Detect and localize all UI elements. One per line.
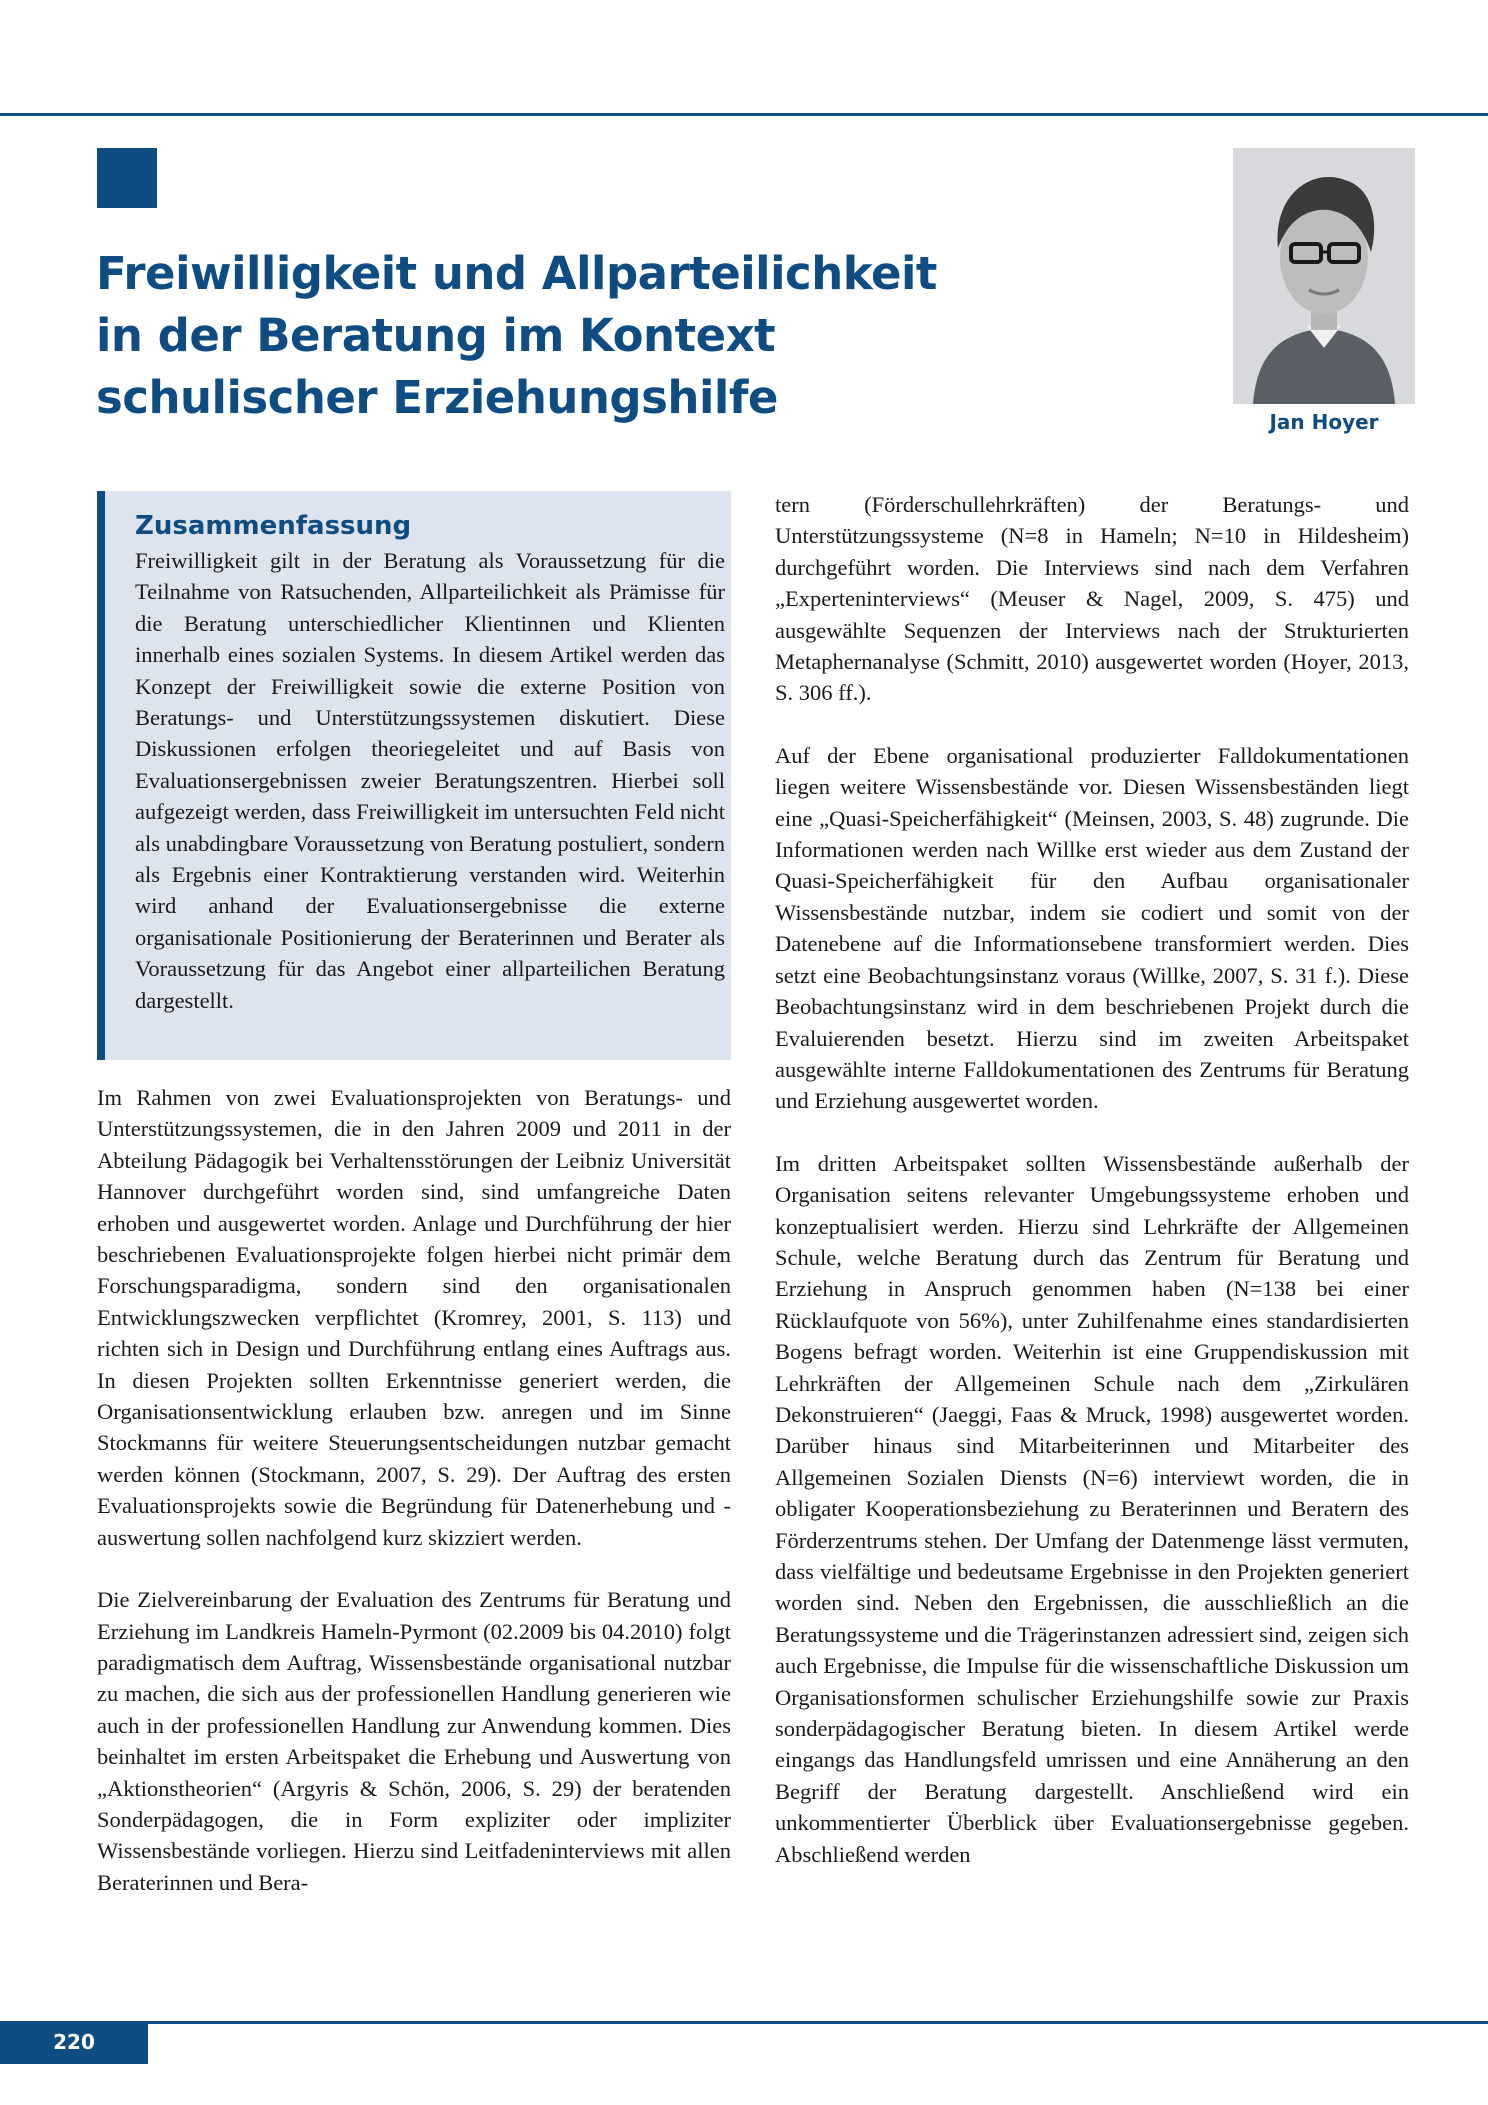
title-line: in der Beratung im Kontext bbox=[96, 309, 776, 362]
author-portrait-icon bbox=[1233, 148, 1415, 404]
right-column bbox=[775, 489, 1409, 1901]
author-photo bbox=[1233, 148, 1415, 404]
bottom-rule bbox=[0, 2021, 1488, 2024]
title-line: schulischer Erziehungshilfe bbox=[96, 371, 778, 424]
author-name: Jan Hoyer bbox=[1269, 410, 1379, 434]
page-number: 220 bbox=[0, 2021, 148, 2064]
body-paragraph: Im dritten Arbeitspaket sollten Wissensbestände außerhalb der Organisation seitens relevanter Umgebungssysteme erhoben und konzeptualisiert werden. Hierzu sind Lehrkräfte der Allgemeinen Schule, welche Beratung durch das Zentrum für Beratung und Erziehung in Anspruch genommen haben (N=138 bei einer Rücklaufquote von 56%), unter Zuhilfenahme eines standardisierten Bogens befragt worden. Weiterhin ist eine Gruppendiskussion mit Lehrkräften der Allgemeinen Schule nach dem „Zirkulären Dekonstruieren“ (Jaeggi, Faas & Mruck, 1998) ausgewertet worden. Darüber hinaus sind Mitarbeiterinnen und Mitarbeiter des Allgemeinen Sozialen Diensts (N=6) interviewt worden, die in obligater Kooperationsbeziehung zu Beraterinnen und Beratern des Förderzentrums stehen. Der Umfang der Datenmenge lässt vermuten, dass vielfältige und bedeutsame Ergebnisse in den Projekten generiert worden sind. Neben den Ergebnissen, die ausschließlich an die Beratungssysteme und die Trägerinstanzen adressiert sind, zeigen sich auch Ergebnisse, die Impulse für die wissenschaftliche Diskussion um Organisationsformen schulischer Erziehungshilfe sowie zur Praxis sonderpädagogischer Beratung bieten. In diesem Artikel werde eingangs das Handlungsfeld umrissen und eine Annäherung an den Begriff der Beratung dargestellt. Anschließend wird ein unkommentierter Überblick über Evaluationsergebnisse gegeben. Abschließend werden bbox=[775, 1150, 1409, 1867]
body-paragraph: Im Rahmen von zwei Evaluationsprojekten von Beratungs- und Unterstützungssystemen, die in den Jahren 2009 und 2011 in der Abteilung Pädagogik bei Verhaltensstörungen der Leibniz Universität Hannover durchgeführt worden sind, sind umfangreiche Daten erhoben und ausgewertet worden. Anlage und Durchführung der hier beschriebenen Evaluationsprojekte folgen hierbei nicht primär dem Forschungsparadigma, sondern sind den organisationalen Entwicklungszwecken verpflichtet (Kromrey, 2001, S. 113) und richten sich in Design und Durchführung entlang eines Auftrags aus. In diesen Projekten sollten Erkenntnisse generiert werden, die Organisationsentwicklung erlauben bzw. anregen und im Sinne Stockmanns für weitere Steuerungsentscheidungen nutzbar gemacht werden können (Stockmann, 2007, S. 29). Der Auftrag des ersten Evaluationsprojekts sowie die Begründung für Datenerhebung und -auswertung sollen nachfolgend kurz skizziert werden. bbox=[97, 1085, 731, 1550]
top-rule bbox=[0, 113, 1488, 116]
body-paragraph: Die Zielvereinbarung der Evaluation des Zentrums für Beratung und Erziehung im Landkreis Hameln-Pyrmont (02.2009 bis 04.2010) folgt paradigmatisch dem Auftrag, Wissensbestände organisational nutzbar zu machen, die sich aus der professionellen Handlung generieren wie auch in der professionellen Handlung zur Anwendung kommen. Dies beinhaltet im ersten Arbeitspaket die Erhebung und Auswertung von „Aktionstheorien“ (Argyris & Schön, 2006, S. 29) der beratenden Sonderpädagogen, die in Form expliziter oder impliziter Wissensbestände vorliegen. Hierzu sind Leitfadeninterviews mit allen Beraterinnen und Bera- bbox=[97, 1587, 731, 1895]
accent-square bbox=[97, 148, 157, 208]
title-line: Freiwilligkeit und Allparteilichkeit bbox=[96, 247, 937, 300]
abstract-text: Freiwilligkeit gilt in der Beratung als Voraussetzung für die Teilnahme von Ratsuchenden, Allparteilichkeit als Prämisse für die Beratung unterschiedlicher Klientinnen und Klienten innerhalb eines sozialen Systems. In diesem Artikel werden das Konzept der Freiwilligkeit sowie die externe Position von Beratungs- und Unterstützungssystemen diskutiert. Diese Diskussionen erfolgen theoriegeleitet und auf Basis von Evaluationsergebnissen zweier Beratungszentren. Hierbei soll aufgezeigt werden, dass Freiwilligkeit im untersuchten Feld nicht als unabdingbare Voraussetzung von Beratung postuliert, sondern als Ergebnis einer Kontraktierung verstanden wird. Weiterhin wird anhand der Evaluationsergebnisse die externe organisationale Positionierung der Beraterinnen und Berater als Voraussetzung für das Angebot einer allparteilichen Beratung dargestellt. bbox=[135, 548, 725, 1013]
abstract-heading: Zusammenfassung bbox=[135, 511, 412, 541]
article-title bbox=[96, 243, 1096, 429]
left-column bbox=[97, 1082, 731, 1929]
abstract-box bbox=[97, 491, 731, 1060]
body-paragraph: tern (Förderschullehrkräften) der Beratungs- und Unterstützungssysteme (N=8 in Hameln; N=10 in Hildesheim) durchgeführt worden. Die Interviews sind nach dem Verfahren „Experteninterviews“ (Meuser & Nagel, 2009, S. 475) und ausgewählte Sequenzen der Interviews nach der Strukturierten Metaphernanalyse (Schmitt, 2010) ausgewertet worden (Hoyer, 2013, S. 306 ff.). bbox=[775, 492, 1409, 706]
body-paragraph: Auf der Ebene organisational produzierter Falldokumentationen liegen weitere Wissensbestände vor. Diesen Wissensbeständen liegt eine „Quasi-Speicherfähigkeit“ (Meinsen, 2003, S. 48) zugrunde. Die Informationen werden nach Willke erst wieder aus dem Zustand der Quasi-Speicherfähigkeit für den Aufbau organisationaler Wissensbestände nutzbar, indem sie codiert und somit von der Datenebene auf die Informationsebene transformiert werden. Dies setzt eine Beobachtungsinstanz voraus (Willke, 2007, S. 31 f.). Diese Beobachtungsinstanz wird in dem beschriebenen Projekt durch die Evaluierenden besetzt. Hierzu sind im zweiten Arbeitspaket ausgewählte interne Falldokumentationen des Zentrums für Beratung und Erziehung ausgewertet worden. bbox=[775, 742, 1409, 1114]
